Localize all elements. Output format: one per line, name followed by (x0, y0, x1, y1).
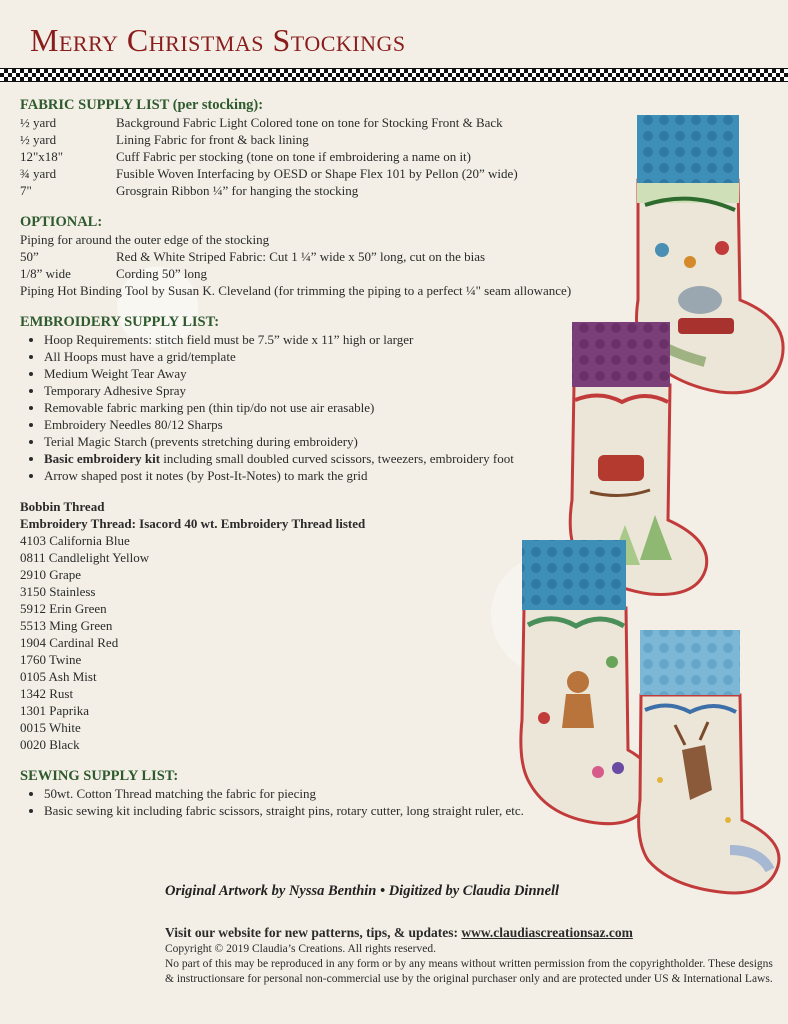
checkered-divider (0, 68, 788, 82)
optional-heading: OPTIONAL: (20, 214, 103, 230)
page-title: Merry Christmas Stockings (30, 22, 406, 58)
list-item: • Removable fabric marking pen (thin tip/do not use air erasable) (44, 399, 780, 416)
fabric-row: ½ yard Lining Fabric for front & back lining (20, 132, 309, 147)
optional-row: 50” Red & White Striped Fabric: Cut 1 ¼” wide x 50” long, cut on the bias (20, 249, 486, 264)
list-item: 1342 Rust (20, 686, 74, 701)
main-content (20, 96, 780, 819)
list-item: 2910 Grape (20, 567, 82, 582)
website-line: Visit our website for new patterns, tips, & updates: www.claudiascreationsaz.com (165, 925, 633, 940)
website-link[interactable]: www.claudiascreationsaz.com (461, 925, 633, 940)
list-item: • All Hoops must have a grid/template (44, 348, 780, 365)
artwork-credit: Original Artwork by Nyssa Benthin • Digitized by Claudia Dinnell (165, 883, 560, 899)
list-item: 5912 Erin Green (20, 601, 107, 616)
embroidery-heading: EMBROIDERY SUPPLY LIST: (20, 314, 220, 330)
fabric-row: ½ yard Background Fabric Light Colored tone on tone for Stocking Front & Back (20, 115, 503, 130)
list-item: 1904 Cardinal Red (20, 635, 119, 650)
list-item: • Medium Weight Tear Away (44, 365, 780, 382)
fabric-heading: FABRIC SUPPLY LIST (per stocking): (20, 97, 264, 113)
bobbin-label: Bobbin Thread (20, 499, 105, 514)
list-item: • Terial Magic Starch (prevents stretching during embroidery) (44, 433, 780, 450)
list-item: • Arrow shaped post it notes (by Post-It-Notes) to mark the grid (44, 467, 780, 484)
sewing-list (20, 785, 780, 819)
list-item: 1301 Paprika (20, 703, 89, 718)
list-item: 1760 Twine (20, 652, 82, 667)
fabric-row: 12"x18" Cuff Fabric per stocking (tone on tone if embroidering a name on it) (20, 149, 471, 164)
list-item: 0811 Candlelight Yellow (20, 550, 150, 565)
list-item: 3150 Stainless (20, 584, 96, 599)
list-item: • Basic sewing kit including fabric scissors, straight pins, rotary cutter, long straight ruler, etc. (44, 802, 780, 819)
list-item: • Temporary Adhesive Spray (44, 382, 780, 399)
list-item: • Embroidery Needles 80/12 Sharps (44, 416, 780, 433)
optional-tool: Piping Hot Binding Tool by Susan K. Cleveland (for trimming the piping to a perfect ¼" seam allowance) (20, 283, 572, 298)
fabric-list (20, 114, 780, 199)
list-item: 0020 Black (20, 737, 80, 752)
optional-intro: Piping for around the outer edge of the stocking (20, 232, 270, 247)
sewing-heading: SEWING SUPPLY LIST: (20, 768, 179, 784)
list-item: 0015 White (20, 720, 81, 735)
list-item: 4103 California Blue (20, 533, 130, 548)
fabric-row: ¾ yard Fusible Woven Interfacing by OESD or Shape Flex 101 by Pellon (20” wide) (20, 166, 518, 181)
list-item: 5513 Ming Green (20, 618, 113, 633)
thread-label: Embroidery Thread: Isacord 40 wt. Embroidery Thread listed (20, 516, 366, 531)
copyright-block: Copyright © 2019 Claudia’s Creations. All rights reserved. No part of this may be reproduced in any form or by any means without written permission from the copyrightholder. These designs & instructionsare for personal non-commercial use by the original purchaser only and are protected under US & International Laws. (165, 943, 773, 985)
embroidery-list (20, 331, 780, 484)
list-item: • Basic embroidery kit including small doubled curved scissors, tweezers, embroidery foot (44, 450, 780, 467)
list-item: 0105 Ash Mist (20, 669, 97, 684)
optional-row: 1/8” wide Cording 50” long (20, 266, 207, 281)
thread-list (20, 532, 780, 753)
list-item: • 50wt. Cotton Thread matching the fabric for piecing (44, 785, 780, 802)
list-item: • Hoop Requirements: stitch field must be 7.5” wide x 11” high or larger (44, 331, 780, 348)
fabric-row: 7" Grosgrain Ribbon ¼” for hanging the stocking (20, 183, 359, 198)
